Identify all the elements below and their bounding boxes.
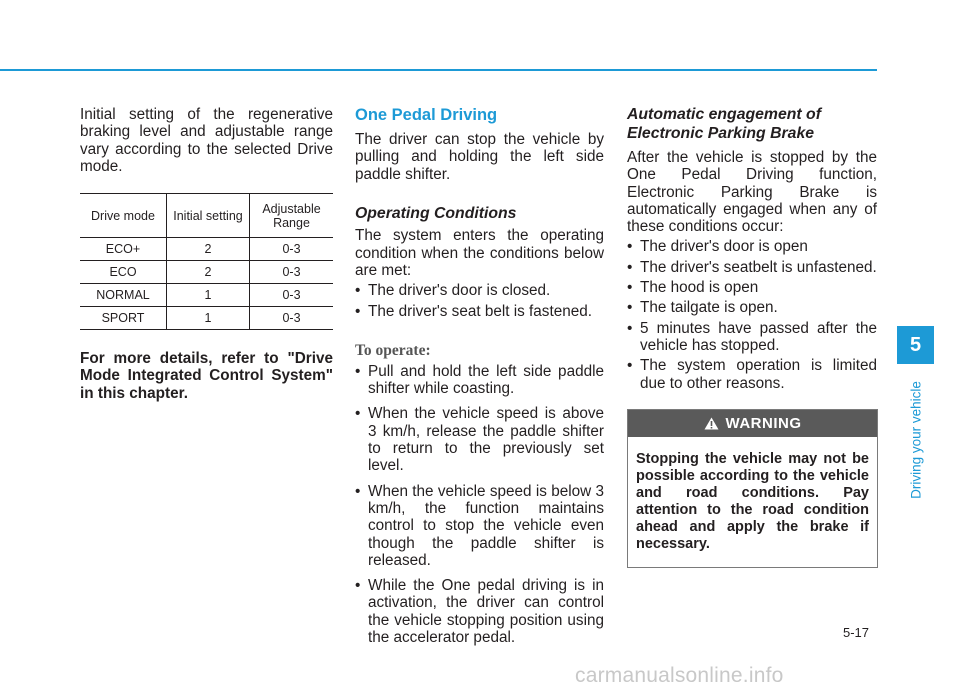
warning-header [628,410,877,437]
one-pedal-intro: The driver can stop the vehicle by pulling and holding the left side paddle shifter. [355,131,604,183]
table-cell: ECO [80,261,167,284]
list-item: • The driver's door is open [627,238,877,255]
list-item: • While the One pedal driving is in activation, the driver can control the vehicle stopping position using the accelerator pedal. [355,577,604,646]
table-row [80,307,333,330]
one-pedal-heading: One Pedal Driving [355,106,498,124]
middle-column [355,106,604,646]
operating-intro: The system enters the operating condition when the conditions below are met: [355,227,604,279]
table-row [80,284,333,307]
list-item: • When the vehicle speed is above 3 km/h, release the paddle shifter to return to the previously set level. [355,405,604,474]
drive-mode-table [80,193,333,330]
chapter-title-text: Driving your vehicle [908,381,924,499]
epb-conditions-list [627,238,877,391]
to-operate-heading: To operate: [355,341,431,359]
list-item: • The system operation is limited due to other reasons. [627,357,877,392]
left-column [80,106,333,402]
more-details-text: For more details, refer to "Drive Mode Integrated Control System" in this chapter. [80,350,333,402]
list-item: • The hood is open [627,279,877,296]
table-cell: 0-3 [250,238,334,261]
table-cell: 2 [167,261,250,284]
warning-triangle-icon [704,417,719,430]
table-cell: SPORT [80,307,167,330]
list-item: • When the vehicle speed is below 3 km/h, the function maintains control to stop the vehicle even though the paddle shifter is released. [355,483,604,569]
to-operate-list [355,363,604,646]
chapter-number-tab: 5 [897,326,934,364]
list-item: • The driver's door is closed. [355,282,604,299]
list-item: • Pull and hold the left side paddle shifter while coasting. [355,363,604,398]
warning-text: Stopping the vehicle may not be possible according to the vehicle and road conditions. Pay attention to the road condition ahead and apply the brake if necessary. [636,450,869,552]
list-item: • The driver's seat belt is fastened. [355,303,604,320]
table-row [80,261,333,284]
page-number: 5-17 [843,625,870,640]
operating-list [355,282,604,320]
list-item: • 5 minutes have passed after the vehicle has stopped. [627,320,877,355]
table-cell: 0-3 [250,261,334,284]
watermark: carmanualsonline.info [575,664,784,687]
epb-intro: After the vehicle is stopped by the One Pedal Driving function, Electronic Parking Brake is automatically engaged when any of these conditions occur: [627,149,877,236]
table-cell: 0-3 [250,284,334,307]
chapter-title [898,370,934,510]
table-cell: 0-3 [250,307,334,330]
table-cell: 1 [167,284,250,307]
list-item: • The tailgate is open. [627,299,877,316]
table-cell: ECO+ [80,238,167,261]
table-cell: NORMAL [80,284,167,307]
table-header-row [80,194,333,238]
table-cell: 2 [167,238,250,261]
table-header-cell: Initial setting [167,194,250,238]
warning-title: WARNING [725,414,802,432]
table-header-cell: Drive mode [80,194,167,238]
epb-heading: Automatic engagement of Electronic Parking Brake [627,106,821,142]
table-cell: 1 [167,307,250,330]
list-item: • The driver's seatbelt is unfastened. [627,259,877,276]
header-rule [0,69,877,71]
warning-box [627,409,878,568]
operating-conditions-heading: Operating Conditions [355,204,517,222]
table-header-cell: Adjustable Range [250,194,334,238]
regen-intro-text: Initial setting of the regenerative braking level and adjustable range vary according to the selected Drive mode. [80,106,333,175]
table-row [80,238,333,261]
right-column [627,106,877,568]
